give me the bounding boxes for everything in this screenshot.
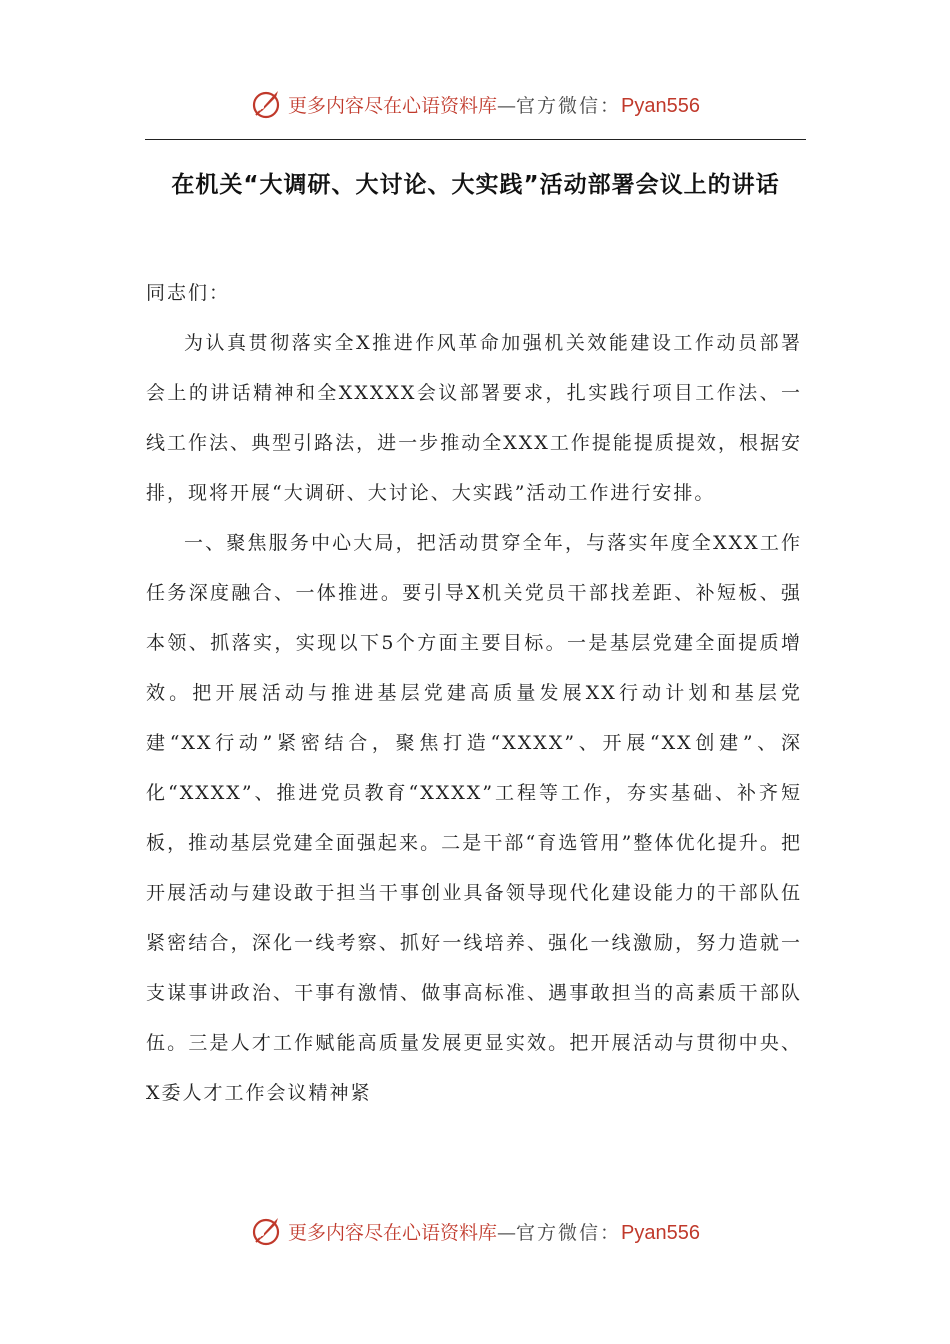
salutation: 同志们： (146, 282, 231, 304)
footer-banner-dash: — (497, 1221, 517, 1244)
footer-banner (0, 1211, 950, 1251)
paragraph-1: 为认真贯彻落实全X推进作风革命加强机关效能建设工作动员部署会上的讲话精神和全XXXXX会议部署要求，扎实践行项目工作法、一线工作法、典型引路法，进一步推动全XXX工作提能提质提效，根据安排，现将开展“大调研、大讨论、大实践”活动工作进行安排。 (146, 332, 802, 504)
header-banner (0, 84, 950, 124)
paragraph-2: 一、聚焦服务中心大局，把活动贯穿全年，与落实年度全XXX工作任务深度融合、一体推进。要引导X机关党员干部找差距、补短板、强本领、抓落实，实现以下5个方面主要目标。一是基层党建全面提质增效。把开展活动与推进基层党建高质量发展XX行动计划和基层党建“XX行动”紧密结合，聚焦打造“XXXX”、开展“XX创建”、深化“XXXX”、推进党员教育“XXXX”工程等工作，夯实基础、补齐短板，推动基层党建全面强起来。二是干部“育选管用”整体优化提升。把开展活动与建设敢于担当干事创业具备领导现代化建设能力的干部队伍紧密结合，深化一线考察、抓好一线培养、强化一线激励，努力造就一支谋事讲政治、干事有激情、做事高标准、遇事敢担当的高素质干部队伍。三是人才工作赋能高质量发展更显实效。把开展活动与贯彻中央、X委人才工作会议精神紧 (146, 532, 802, 1104)
document-body (146, 268, 802, 1118)
footer-banner-wechat: 官方微信： (516, 1221, 622, 1244)
header-banner-wechat: 官方微信： (516, 94, 622, 117)
footer-banner-text (288, 1218, 700, 1245)
header-banner-id: Pyan556 (621, 94, 700, 117)
header-banner-dash: — (497, 94, 517, 117)
footer-banner-id: Pyan556 (621, 1221, 700, 1244)
header-divider (145, 139, 806, 140)
footer-banner-main: 更多内容尽在心语资料库 (288, 1221, 498, 1244)
quill-logo-icon (250, 1214, 284, 1248)
header-banner-main: 更多内容尽在心语资料库 (288, 94, 498, 117)
quill-logo-icon (250, 87, 284, 121)
document-title: 在机关“大调研、大讨论、大实践”活动部署会议上的讲话 (171, 172, 780, 198)
header-banner-text (288, 91, 700, 118)
